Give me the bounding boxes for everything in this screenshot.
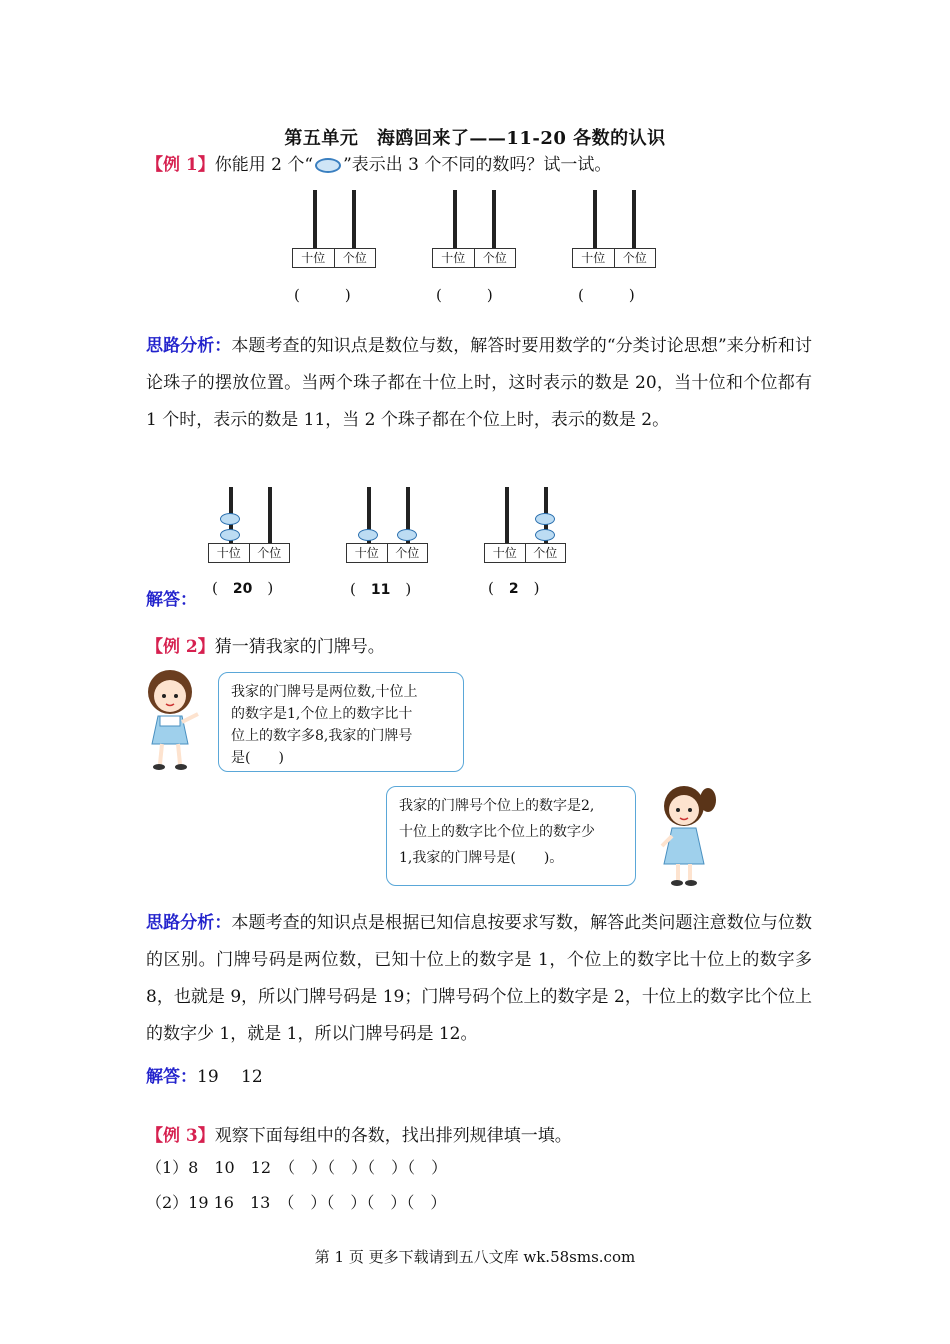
analysis-2-label: 思路分析： [146,913,232,933]
answer-blank-1: ( ) [294,286,351,304]
example-1-label: 【例 1】 [146,155,215,175]
page-footer: 第 1 页 更多下载请到五八文库 wk.58sms.com [314,1248,636,1266]
answer-2 [146,1062,263,1087]
example-1-text-after: ”表示出 3 个不同的数吗？试一试。 [343,155,612,175]
bead-icon [358,529,378,541]
example-3-text: 观察下面每组中的各数，找出排列规律填一填。 [214,1126,572,1146]
bead-icon [315,158,341,173]
analysis-1-text: 本题考查的知识点是数位与数，解答时要用数学的“分类讨论思想”来分析和讨论珠子的摆放位置。当两个珠子都在十位上时，这时表示的数是 20，当十位和个位都有 1 个时，表示的数是 11，当 2 个珠子都在个位上时，表示的数是 2。 [146,336,812,430]
ones-label: 个位 [249,544,290,562]
page-title: 第五单元 海鸥回来了——11-20 各数的认识 [284,128,666,149]
analysis-1-label: 思路分析： [146,336,232,356]
tens-label: 十位 [354,546,379,560]
bead-icon [397,529,417,541]
bubble-1-line: 位上的数字多8,我家的门牌号 [231,728,413,744]
example-3-question [146,1121,572,1146]
answer-2-text: 19 12 [197,1067,263,1087]
bubble-2-line: 我家的门牌号个位上的数字是2, [399,798,595,814]
example-2-question [146,632,385,657]
example-3-row-2: （2）19 16 13 （ ）（ ）（ ）（ ） [146,1193,447,1212]
tens-label: 十位 [492,546,517,560]
speech-bubble-2 [386,786,636,886]
bubble-1-line: 我家的门牌号是两位数,十位上 [231,684,418,700]
example-2-label: 【例 2】 [146,637,215,657]
example-3-label: 【例 3】 [146,1126,215,1146]
speech-bubble-1 [218,672,464,772]
ones-label: 个位 [334,249,376,267]
ones-label: 个位 [474,249,516,267]
answer-1-value-2: ( 11 ) [350,580,412,598]
bead-icon [220,513,240,525]
bubble-1-line: 是( ) [231,750,284,766]
girl-illustration-icon [140,664,210,776]
girl-illustration-icon [652,780,722,890]
answer-blank-2: ( ) [436,286,493,304]
analysis-2-text: 本题考查的知识点是根据已知信息按要求写数，解答此类问题注意数位与位数的区别。门牌号码是两位数，已知十位上的数字是 1，个位上的数字比十位上的数字多 8，也就是 9，所以门牌号码是 19；门牌号码个位上的数字是 2，十位上的数字比个位上的数字少 1，就是 1，所以门牌号码是 12。 [146,913,813,1044]
bead-icon [535,529,555,541]
bubble-2-line: 十位上的数字比个位上的数字少 [399,824,595,840]
tens-label: 十位 [441,251,466,265]
ones-label: 个位 [614,249,656,267]
bubble-1-line: 的数字是1,个位上的数字比十 [231,706,413,722]
answer-1-value-3: ( 2 ) [488,579,540,597]
bead-icon [535,513,555,525]
answer-1-value-1: ( 20 ) [212,579,274,597]
example-1-question [146,150,611,175]
analysis-2 [146,905,812,1053]
tens-label: 十位 [216,546,241,560]
bubble-2-line: 1,我家的门牌号是( )。 [399,850,564,866]
bead-icon [220,529,240,541]
answer-value: 20 [232,581,253,597]
answer-1-label: 解答： [146,590,197,610]
answer-value: 2 [508,581,519,597]
example-1-text-before: 你能用 2 个“ [214,155,314,175]
tens-label: 十位 [301,251,326,265]
ones-label: 个位 [387,544,428,562]
ones-label: 个位 [525,544,566,562]
answer-value: 11 [370,582,391,598]
example-2-text: 猜一猜我家的门牌号。 [214,637,385,657]
answer-2-label: 解答： [146,1067,197,1087]
answer-blank-3: ( ) [578,286,635,304]
example-3-row-1: （1）8 10 12 （ ）（ ）（ ）（ ） [146,1158,448,1177]
analysis-1 [146,328,812,439]
tens-label: 十位 [581,251,606,265]
